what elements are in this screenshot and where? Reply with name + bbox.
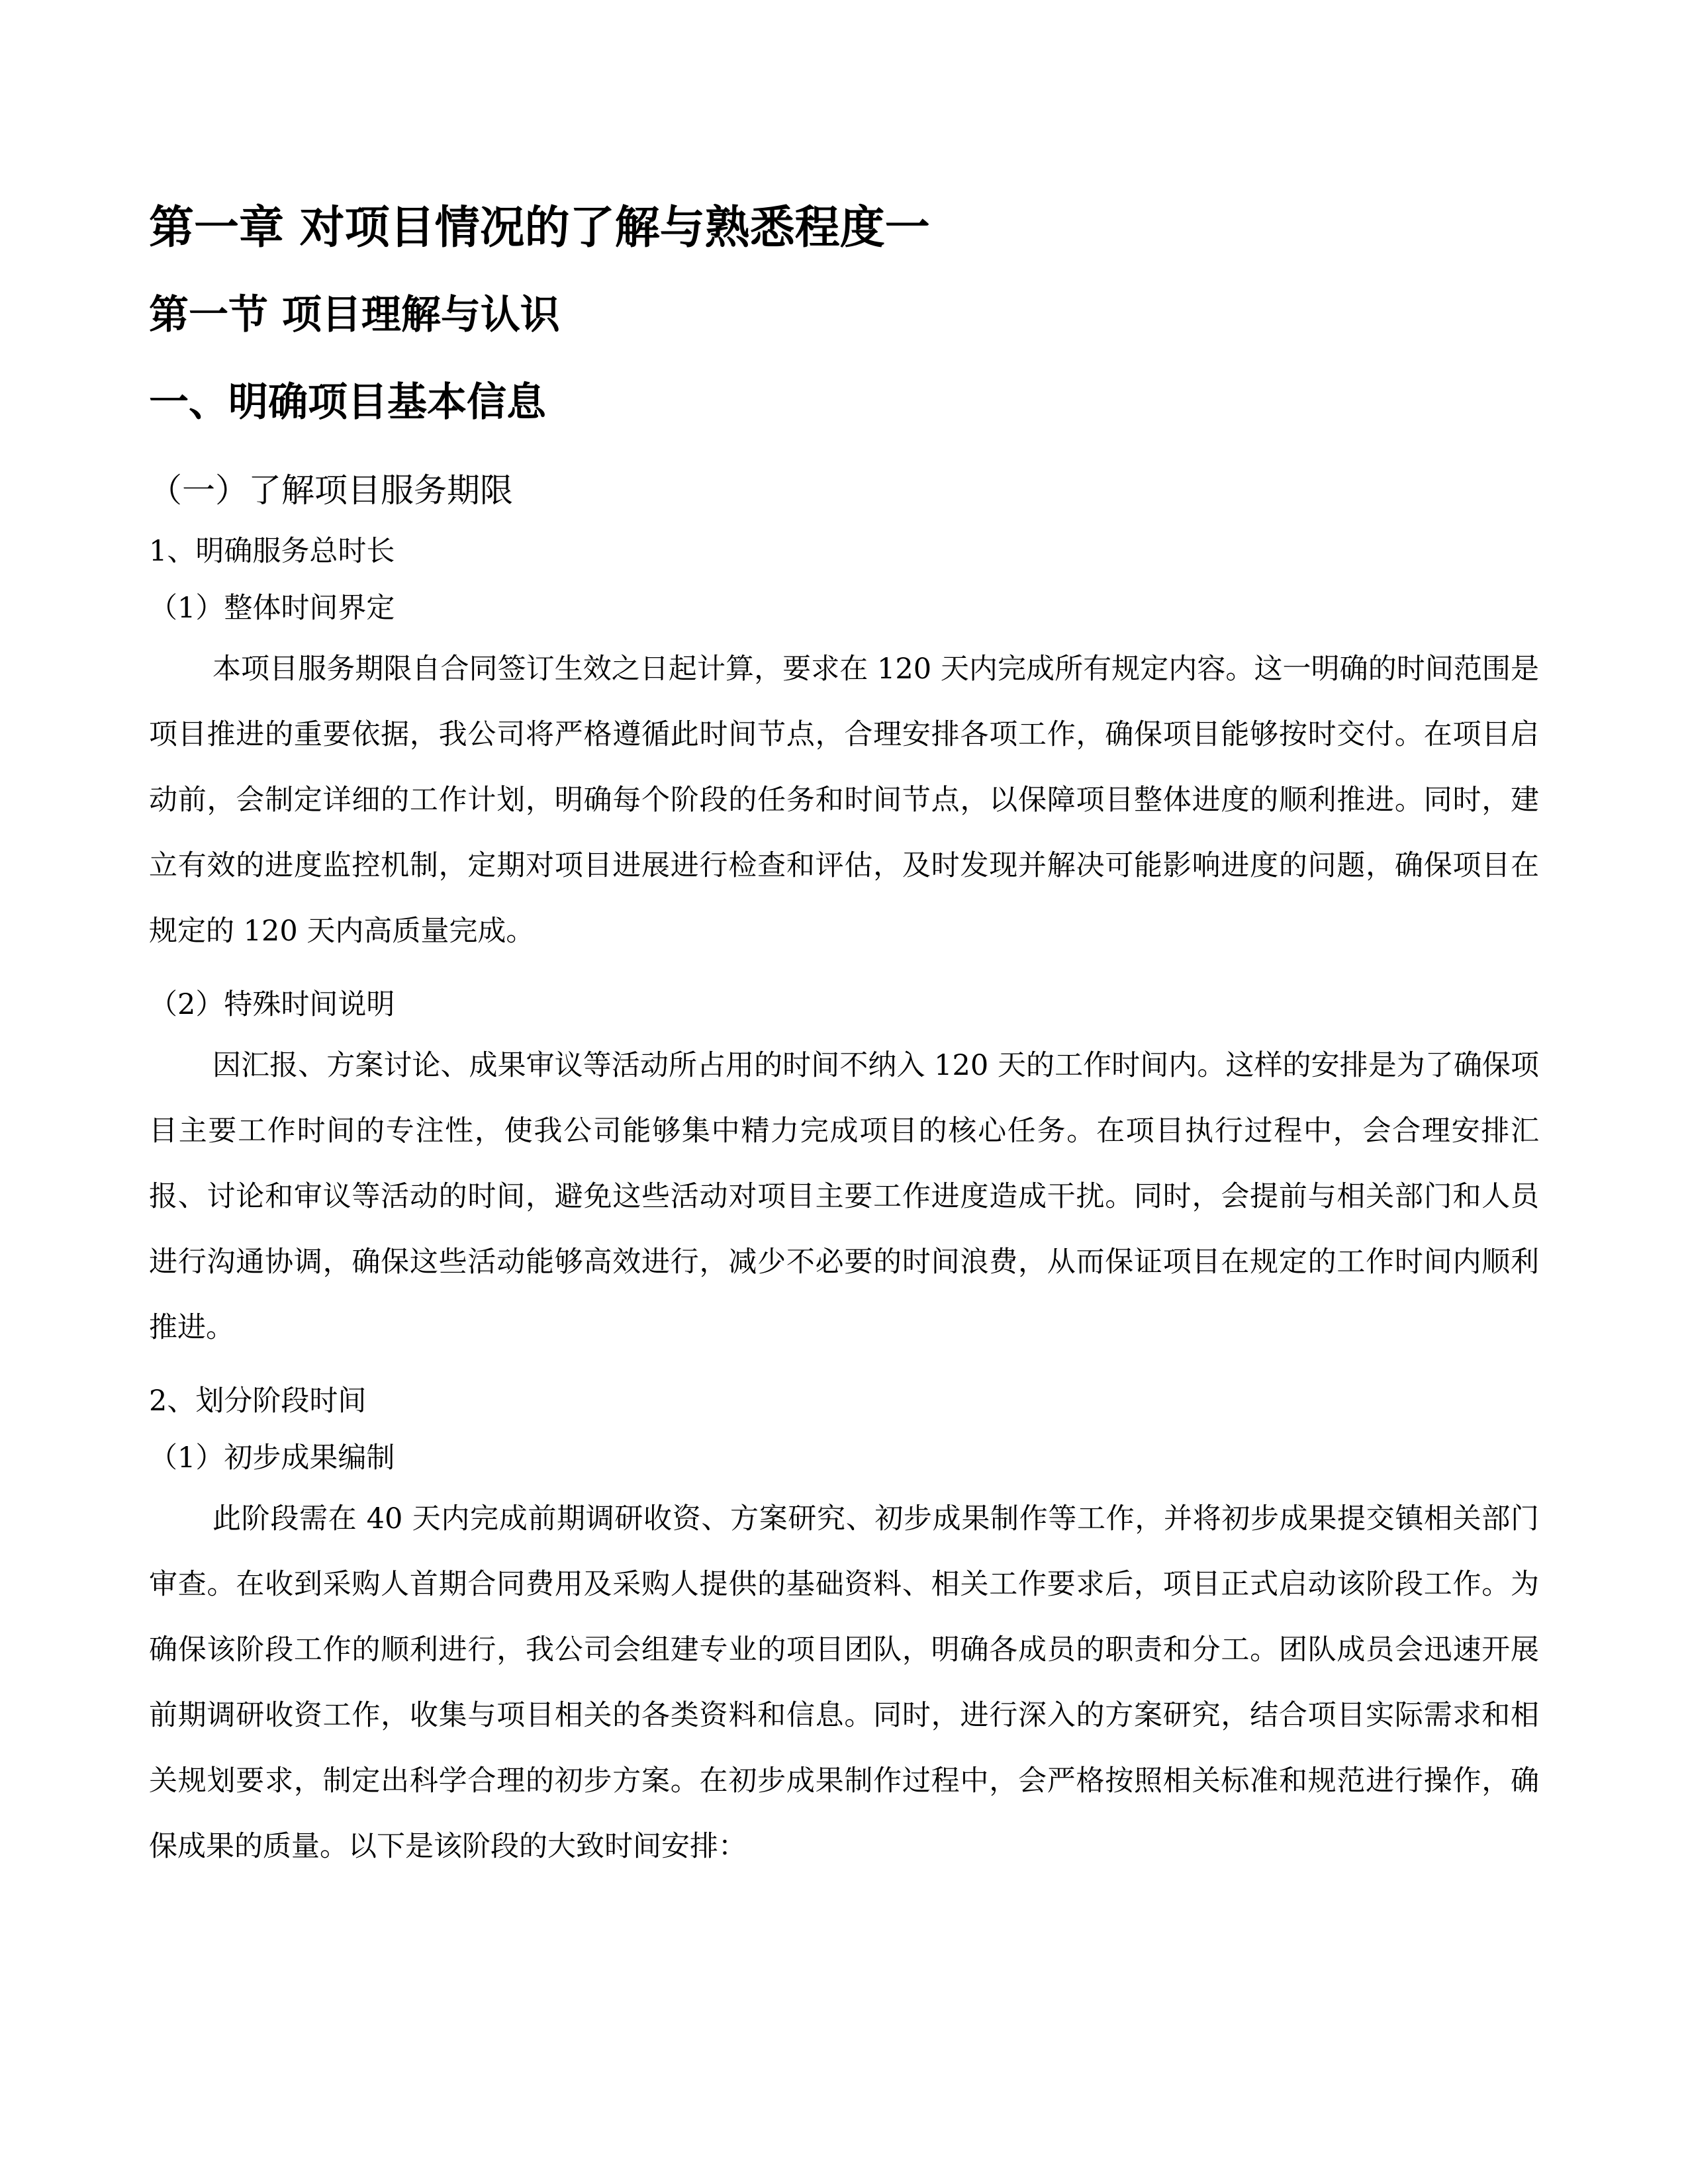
sub-item-heading: （1）初步成果编制: [149, 1441, 395, 1475]
item-heading: 1、明确服务总时长: [149, 535, 395, 568]
body-paragraph: 因汇报、方案讨论、成果审议等活动所占用的时间不纳入 120 天的工作时间内。这样的安排是为了确保项目主要工作时间的专注性，使我公司能够集中精力完成项目的核心任务。在项目执行过程中，会合理安排汇报、讨论和审议等活动的时间，避免这些活动对项目主要工作进度造成干扰。同时，会提前与相关部门和人员进行沟通协调，确保这些活动能够高效进行，减少不必要的时间浪费，从而保证项目在规定的工作时间内顺利推进。: [149, 1049, 1539, 1344]
subheading: （一）了解项目服务期限: [149, 471, 513, 510]
section-title: 第一节 项目理解与认识: [149, 292, 560, 338]
sub-item-heading: （2）特殊时间说明: [149, 988, 395, 1021]
body-paragraph: 本项目服务期限自合同签订生效之日起计算，要求在 120 天内完成所有规定内容。这一明确的时间范围是项目推进的重要依据，我公司将严格遵循此时间节点，合理安排各项工作，确保项目能够按时交付。在项目启动前，会制定详细的工作计划，明确每个阶段的任务和时间节点，以保障项目整体进度的顺利推进。同时，建立有效的进度监控机制，定期对项目进展进行检查和评估，及时发现并解决可能影响进度的问题，确保项目在规定的 120 天内高质量完成。: [149, 653, 1539, 948]
subsection-title: 一、明确项目基本信息: [149, 379, 546, 426]
sub-item-heading: （1）整体时间界定: [149, 592, 395, 625]
item-heading: 2、划分阶段时间: [149, 1385, 367, 1418]
body-paragraph: 此阶段需在 40 天内完成前期调研收资、方案研究、初步成果制作等工作，并将初步成果提交镇相关部门审查。在收到采购人首期合同费用及采购人提供的基础资料、相关工作要求后，项目正式启动该阶段工作。为确保该阶段工作的顺利进行，我公司会组建专业的项目团队，明确各成员的职责和分工。团队成员会迅速开展前期调研收资工作，收集与项目相关的各类资料和信息。同时，进行深入的方案研究，结合项目实际需求和相关规划要求，制定出科学合理的初步方案。在初步成果制作过程中，会严格按照相关标准和规范进行操作，确保成果的质量。以下是该阶段的大致时间安排：: [149, 1502, 1539, 1863]
chapter-title: 第一章 对项目情况的了解与熟悉程度一: [149, 202, 930, 254]
document-page: [149, 199, 1539, 1880]
